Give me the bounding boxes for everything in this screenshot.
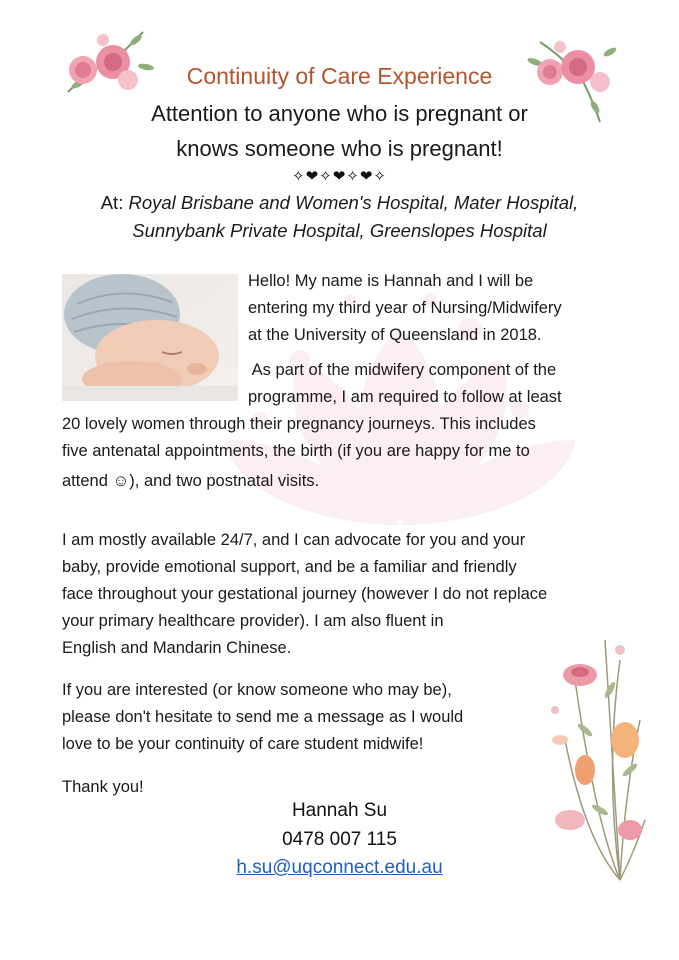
closing-text: Thank you! (62, 778, 144, 796)
contact-email-link[interactable]: h.su@uqconnect.edu.au (236, 857, 443, 878)
location-prefix: At: (100, 192, 129, 213)
poster-title: Continuity of Care Experience (186, 63, 493, 89)
component-line-2: programme, I am required to follow at least (248, 388, 562, 406)
contact-phone: 0478 007 115 (282, 829, 397, 850)
interest-line: please don't hesitate to send me a message as I would (62, 708, 464, 726)
interest-line: love to be your continuity of care student midwife! (62, 735, 424, 753)
rose-cluster-left-image (58, 22, 158, 102)
availability-line: your primary healthcare provider). I am also fluent in (62, 612, 444, 630)
component-line-1: As part of the midwifery component of the (248, 361, 557, 379)
intro-line: Hello! My name is Hannah and I will be (248, 272, 534, 290)
interest-line: If you are interested (or know someone who may be), (62, 681, 452, 699)
intro-line: at the University of Queensland in 2018. (248, 326, 542, 344)
hospitals-list-1: Royal Brisbane and Women's Hospital, Mater Hospital, (128, 192, 579, 213)
availability-line: baby, provide emotional support, and be a familiar and friendly (62, 558, 517, 576)
availability-paragraph (62, 527, 547, 662)
hospitals-line-1 (0, 192, 679, 214)
sparkle-hearts-divider: ✧❤✧❤✧❤✧ (292, 168, 387, 185)
availability-line: English and Mandarin Chinese. (62, 639, 292, 657)
component-line-5: attend ☺), and two postnatal visits. (62, 472, 320, 490)
availability-line: face throughout your gestational journey (however I do not replace (62, 585, 548, 603)
intro-paragraph (248, 268, 562, 349)
interest-paragraph (62, 677, 463, 758)
sleeping-baby-photo (62, 274, 238, 401)
flower-bouquet-image (525, 620, 655, 890)
contact-name: Hannah Su (291, 800, 388, 821)
component-line-3: 20 lovely women through their pregnancy journeys. This includes (62, 415, 536, 433)
subtitle-line-1: Attention to anyone who is pregnant or (151, 101, 528, 126)
availability-line: I am mostly available 24/7, and I can advocate for you and your (62, 531, 526, 549)
component-line-4: five antenatal appointments, the birth (if you are happy for me to (62, 442, 530, 460)
subtitle-line-2: knows someone who is pregnant! (176, 136, 503, 161)
intro-line: entering my third year of Nursing/Midwifery (248, 299, 562, 317)
hospitals-line-2: Sunnybank Private Hospital, Greenslopes Hospital (132, 220, 547, 241)
